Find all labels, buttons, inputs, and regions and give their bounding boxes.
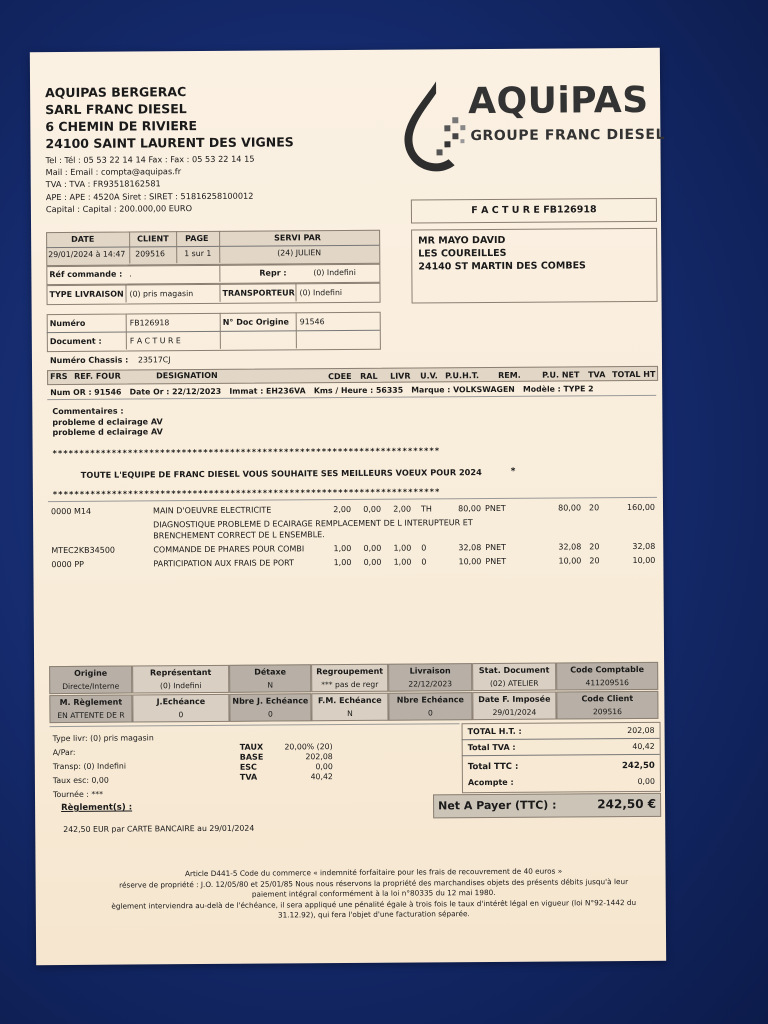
total-tva-value: 40,42 (632, 741, 655, 752)
line-ref: MTEC2KB34500 (51, 545, 116, 556)
col-cdee: CDEE (328, 371, 352, 382)
line-tva: 20 (589, 542, 600, 552)
num-or: Num OR : 91546 (50, 387, 122, 398)
footer-value: N (347, 708, 353, 719)
footer-label: F.M. Echéance (317, 695, 382, 706)
col-punet: P.U. NET (542, 370, 580, 380)
invoice-date: 29/01/2024 à 14:47 (48, 249, 126, 260)
ref-value: . (129, 269, 132, 279)
tax-values (281, 742, 333, 782)
numero-value: FB126918 (129, 318, 170, 328)
line-ref: 0000 PP (51, 559, 84, 570)
footer-label: Nbre Echéance (396, 695, 464, 705)
doc-origine-value: 91546 (299, 317, 325, 327)
logo-text: AQUiPAS (468, 79, 649, 123)
meta-grid (46, 230, 380, 266)
col-ref-four: REF. FOUR (74, 371, 121, 381)
line-ral: 0,00 (363, 504, 382, 514)
servi-label: SERVI PAR (274, 233, 321, 243)
line-rem: PNET (485, 542, 507, 553)
line-total: 32,08 (632, 541, 656, 552)
footer-value: 209516 (592, 707, 622, 717)
line-uv: 0 (421, 557, 427, 567)
footer-value: 0 (427, 708, 433, 718)
footer-label: Livraison (409, 666, 451, 676)
invoice-sheet (30, 48, 666, 965)
date-or: Date Or : 22/12/2023 (129, 386, 222, 397)
col-rem: REM. (498, 370, 521, 380)
line-ref (51, 520, 141, 521)
footer-value: (02) ATELIER (489, 678, 539, 689)
footer-value: 0 (178, 710, 184, 720)
footer-label: Date F. Imposée (478, 694, 551, 705)
footer-label: Regroupement (316, 666, 384, 677)
footer-cell (388, 692, 472, 721)
line-punet: 80,00 (558, 503, 582, 513)
line-total: 160,00 (626, 502, 656, 513)
line-livr: 2,00 (393, 504, 412, 514)
legal-line-5: 31.12.92), qui fera l'objet d'une facturation séparée. (277, 909, 470, 920)
company-address (45, 82, 294, 152)
footer-label: Code Comptable (570, 664, 645, 675)
line-rem: PNET (484, 503, 506, 514)
footer-label: Représentant (149, 667, 212, 678)
tax-base-label: BASE (239, 752, 264, 762)
legal-line-4: èglement interviendra au-delà de l'échéance, il sera appliqué une pénalité égale à trois fois le taux d'intérêt légal en vigueur (loi N°92-1442 du (111, 897, 637, 911)
legal-notes (94, 866, 654, 922)
chassis-value: 23517CJ (137, 355, 171, 365)
chassis-label: Numéro Chassis : (49, 355, 129, 366)
customer-name: MR MAYO DAVID (418, 234, 506, 247)
footer-cell (556, 691, 658, 720)
line-total: 10,00 (632, 555, 656, 566)
stars-bottom: ************************************************************************ (52, 487, 441, 500)
marque: Marque : VOLKSWAGEN (411, 384, 515, 395)
footer-label: M. Règlement (59, 697, 123, 708)
line-ref: 0000 M14 (50, 506, 92, 517)
line-designation: BRENCHEMENT CORRECT DE L ENSEMBLE. (153, 530, 325, 541)
footer-label: J.Echéance (156, 697, 206, 707)
footer-label: Origine (74, 668, 108, 678)
repr-value: (0) Indefini (313, 267, 356, 278)
line-designation: PARTICIPATION AUX FRAIS DE PORT (153, 558, 295, 569)
col-tva: TVA (588, 370, 606, 380)
total-ttc-value: 242,50 (621, 760, 655, 772)
line-puht: 32,08 (458, 543, 482, 553)
tax-esc-label: ESC (239, 762, 257, 772)
footer-cell (49, 666, 132, 695)
footer-value: *** pas de regr (321, 679, 379, 690)
document-value: F A C T U R E (129, 336, 181, 346)
company-street: 6 CHEMIN DE RIVIERE (45, 118, 198, 135)
footer-label: Détaxe (254, 667, 287, 677)
footer-cell (311, 693, 388, 722)
comments-label: Commentaires : (52, 406, 124, 417)
company-name: AQUIPAS BERGERAC (45, 84, 187, 101)
line-cdee: 1,00 (333, 557, 352, 568)
total-tva-label: Total TVA : (467, 742, 516, 753)
acompte-label: Acompte : (467, 777, 514, 788)
info-transp: Transp: (0) Indefini (52, 761, 127, 772)
customer-box (411, 228, 658, 304)
col-designation: DESIGNATION (156, 370, 218, 381)
line-punet: 32,08 (558, 542, 582, 552)
reglement-value: 242,50 EUR par CARTE BANCAIRE au 29/01/2024 (63, 823, 255, 834)
line-puht: 80,00 (458, 504, 482, 514)
tax-base-value: 202,08 (305, 752, 333, 762)
line-uv: TH (420, 504, 432, 514)
kms: Kms / Heure : 56335 (313, 385, 404, 396)
line-livr: 1,00 (393, 543, 412, 553)
company-city: 24100 SAINT LAURENT DES VIGNES (45, 134, 294, 152)
total-ht-value: 202,08 (627, 725, 655, 736)
col-frs: FRS (50, 371, 68, 382)
line-tva: 20 (589, 556, 600, 566)
legal-line-1: Article D441-5 Code du commerce « indemnité forfaitaire pour les frais de recouvrement de 40 euros » (184, 866, 563, 879)
page-label: PAGE (185, 233, 209, 244)
tax-esc-value: 0,00 (315, 762, 333, 772)
line-punet: 10,00 (558, 556, 582, 566)
net-payer-value: 242,50 € (597, 796, 657, 812)
tax-taux-label: TAUX (239, 742, 264, 752)
footer-label: Code Client (581, 694, 634, 704)
customer-address (418, 233, 586, 273)
servi-par: (24) JULIEN (277, 248, 322, 258)
line-cdee: 1,00 (333, 543, 352, 554)
info-apar: A/Par: (52, 747, 76, 758)
transporteur-label: TRANSPORTEUR (222, 288, 295, 298)
line-ral: 0,00 (363, 557, 382, 567)
footer-value: (0) Indefini (159, 681, 202, 691)
footer-cell (556, 662, 658, 691)
col-total-ht: TOTAL HT (612, 369, 656, 380)
numero-label: Numéro (49, 318, 86, 329)
company-legal-name: SARL FRANC DIESEL (45, 101, 187, 118)
livraison-value: (0) pris magasin (129, 289, 194, 299)
col-uv: U.V. (420, 371, 438, 381)
invoice-title: F A C T U R E FB126918 (471, 204, 597, 217)
stars-top: ************************************************************************ (52, 446, 441, 459)
client-number: 209516 (135, 249, 166, 259)
comment-line-2: probleme d eclairage AV (52, 427, 163, 438)
repr-label: Repr : (259, 268, 287, 278)
date-label: DATE (71, 234, 95, 244)
footer-cell (472, 663, 556, 692)
greeting: TOUTE L'EQUIPE DE FRANC DIESEL VOUS SOUHAITE SES MEILLEURS VOEUX POUR 2024 (80, 467, 482, 480)
tax-taux-value: 20,00% (20) (284, 742, 333, 752)
line-designation: COMMANDE DE PHARES POUR COMBI (153, 544, 305, 555)
contact-capital: Capital : Capital : 200.000,00 EURO (45, 202, 193, 214)
footer-label: Stat. Document (478, 665, 550, 676)
contact-email: Mail : Email : compta@aquipas.fr (45, 166, 182, 178)
footer-cell (49, 695, 132, 724)
total-ttc-label: Total TTC : (467, 761, 519, 773)
line-designation: MAIN D'OEUVRE ELECTRICITE (152, 505, 272, 516)
immat: Immat : EH236VA (229, 386, 306, 396)
line-designation: DIAGNOSTIQUE PROBLEME D ECAIRAGE REMPLACEMENT DE L INTERUPTEUR ET (153, 518, 473, 530)
line-cdee: 2,00 (333, 504, 352, 515)
invoice-title-box (411, 198, 657, 224)
footer-label: Nbre J. Echéance (232, 696, 309, 706)
footer-value: 411209516 (585, 678, 630, 688)
line-tva: 20 (588, 503, 600, 513)
page-number: 1 sur 1 (184, 248, 212, 259)
line-ral: 0,00 (363, 543, 382, 553)
ref-label: Réf commande : (49, 269, 123, 280)
info-taux-esc: Taux esc: 0,00 (52, 775, 109, 786)
client-label: CLIENT (137, 234, 169, 244)
doc-origine-label: N° Doc Origine (222, 317, 289, 327)
line-ref (51, 531, 141, 532)
customer-city: 24140 ST MARTIN DES COMBES (418, 260, 586, 273)
line-livr: 1,00 (393, 557, 412, 567)
tax-labels (240, 743, 264, 783)
reglement-label: Règlement(s) : (61, 802, 133, 814)
footer-cell (388, 663, 472, 692)
info-tournee: Tournée : *** (52, 789, 104, 800)
document-label: Document : (49, 336, 102, 347)
greeting-star: * (510, 466, 516, 477)
footer-cell (229, 664, 311, 693)
footer-value: 29/01/2024 (492, 707, 537, 717)
aquipas-logo (398, 76, 669, 178)
delivery-info (53, 731, 155, 802)
comments (52, 406, 163, 438)
modele: Modèle : TYPE 2 (522, 384, 594, 394)
customer-street: LES COUREILLES (418, 247, 507, 260)
contact-phone: Tel : Tél : 05 53 22 14 14 Fax : Fax : 05 53 22 14 15 (45, 153, 255, 166)
line-uv: 0 (421, 543, 427, 553)
tax-tva-label: TVA (239, 772, 258, 782)
footer-cell (132, 665, 229, 694)
logo-subtitle: GROUPE FRANC DIESEL (470, 126, 666, 145)
contact-tva: TVA : TVA : FR93518162581 (45, 178, 161, 190)
total-ht-label: TOTAL H.T. : (467, 726, 522, 737)
livraison-label: TYPE LIVRAISON (49, 289, 124, 300)
contact-ape-siret: APE : APE : 4520A Siret : SIRET : 51816258100012 (45, 190, 254, 202)
drop-icon (398, 77, 479, 178)
footer-cell (472, 692, 556, 721)
footer-value: 0 (267, 709, 273, 719)
acompte-value: 0,00 (637, 776, 655, 786)
footer-cell (311, 664, 388, 693)
col-ral: RAL (360, 371, 378, 381)
legal-line-3: paiement intégral conformément à la loi n°80335 du 12 mai 1980. (251, 887, 496, 899)
footer-value: N (267, 680, 274, 690)
col-puht: P.U.H.T. (445, 371, 480, 381)
col-livr: LIVR (390, 371, 411, 381)
transporteur-value: (0) Indefini (299, 288, 343, 298)
footer-cell (229, 693, 311, 722)
company-contact (46, 153, 255, 215)
footer-cell (132, 694, 229, 723)
footer-value: Directe/Interne (62, 681, 120, 691)
footer-value: 22/12/2023 (408, 679, 453, 689)
net-payer-box (433, 793, 661, 819)
info-type-livr: Type livr: (0) pris magasin (52, 733, 154, 744)
footer-value: EN ATTENTE DE R (57, 710, 125, 721)
line-puht: 10,00 (458, 557, 482, 567)
comment-line-1: probleme d eclairage AV (52, 416, 163, 427)
line-rem: PNET (485, 556, 507, 567)
net-payer-label: Net A Payer (TTC) : (438, 798, 557, 813)
tax-tva-value: 40,42 (310, 772, 333, 782)
legal-line-2: réserve de propriété : J.O. 12/05/80 et 25/01/85 Nous nous réservons la propriété des marchandises objets des présents débits jusqu'à leur (119, 876, 629, 890)
